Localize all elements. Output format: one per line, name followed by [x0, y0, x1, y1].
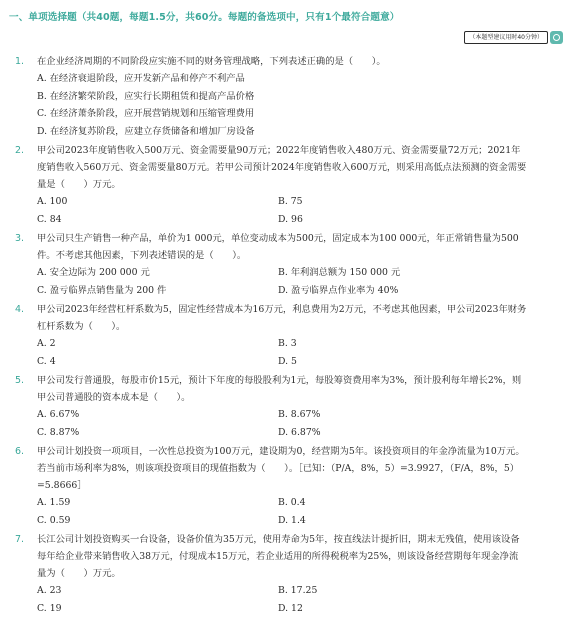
question-number: 1. [15, 56, 25, 67]
option-c[interactable]: C. 在经济萧条阶段，应开展营销规划和压缩管理费用 [37, 108, 255, 119]
option-c[interactable]: C. 84 [37, 213, 62, 225]
question-number: 7. [15, 534, 25, 545]
question-number: 5. [15, 375, 25, 386]
option-b[interactable]: B. 年利润总额为 150 000 元 [278, 267, 401, 278]
question-number: 6. [15, 446, 25, 457]
options-grid [37, 335, 527, 370]
section-title: 一、单项选择题（共40题，每题1.5分，共60分。每题的备选项中，只有1个最符合题意） [9, 12, 400, 23]
question-number: 2. [15, 145, 25, 156]
option-d[interactable]: D. 12 [278, 602, 303, 614]
option-b[interactable]: B. 17.25 [278, 585, 318, 596]
options-grid [37, 264, 527, 299]
option-a[interactable]: A. 6.67% [37, 409, 80, 420]
question-4 [0, 301, 567, 370]
option-a[interactable]: A. 安全边际为 200 000 元 [37, 267, 150, 278]
options-grid [37, 582, 527, 617]
option-b[interactable]: B. 8.67% [278, 409, 321, 420]
option-d[interactable]: D. 在经济复苏阶段，应建立存货储备和增加厂房设备 [37, 125, 255, 137]
question-2 [0, 142, 567, 228]
question-list [0, 53, 567, 619]
question-5 [0, 372, 567, 441]
option-a[interactable]: A. 100 [37, 196, 68, 207]
option-a[interactable]: A. 在经济衰退阶段，应开发新产品和停产不利产品 [37, 73, 245, 84]
clock-icon [550, 31, 563, 44]
question-stem: 甲公司计划投资一项项目，一次性总投资为100万元，建设期为0，经营期为5年。该投资项目的年金净流量为10万元。若当前市场利率为8%，则该项投资项目的现值指数为（ ）。［已知：（P/A，8%，5）=3.9927，（F/A，8%，5）=5.8666］ [37, 446, 525, 491]
option-d[interactable]: D. 盈亏临界点作业率为 40% [278, 284, 399, 296]
option-c[interactable]: C. 8.87% [37, 426, 80, 438]
option-d[interactable]: D. 1.4 [278, 514, 306, 526]
options-grid [37, 193, 527, 228]
question-stem: 甲公司发行普通股，每股市价15元，预计下年度的每股股利为1元，每股筹资费用率为3%，预计股利每年增长2%，则甲公司普通股的资本成本是（ ）。 [37, 375, 522, 403]
question-stem: 在企业经济周期的不同阶段应实施不同的财务管理战略，下列表述正确的是（ ）。 [37, 56, 386, 67]
option-b[interactable]: B. 0.4 [278, 497, 306, 508]
option-d[interactable]: D. 5 [278, 355, 297, 367]
time-tag: （本题型建议用时40分钟） [464, 31, 548, 44]
question-7 [0, 531, 567, 617]
options-list [37, 70, 527, 140]
option-c[interactable]: C. 0.59 [37, 514, 71, 526]
question-3 [0, 230, 567, 299]
question-stem: 甲公司2023年度销售收入500万元、资金需要量90万元；2022年度销售收入480万元、资金需要量72万元；2021年度销售收入560万元、资金需要量80万元。若甲公司预计2024年度销售收入600万元，则采用高低点法预测的资金需要量是（ ）万元。 [37, 145, 527, 190]
options-grid [37, 406, 527, 441]
question-stem: 甲公司2023年经营杠杆系数为5，固定性经营成本为16万元，利息费用为2万元，不考虑其他因素，甲公司2023年财务杠杆系数为（ ）。 [37, 304, 527, 332]
question-number: 4. [15, 304, 25, 315]
option-b[interactable]: B. 在经济繁荣阶段，应实行长期租赁和提高产品价格 [37, 90, 255, 102]
option-d[interactable]: D. 6.87% [278, 426, 321, 438]
option-c[interactable]: C. 盈亏临界点销售量为 200 件 [37, 284, 167, 296]
question-stem: 甲公司只生产销售一种产品，单价为1 000元，单位变动成本为500元，固定成本为100 000元，年正常销售量为500件。不考虑其他因素，下列表述错误的是（ ）。 [37, 233, 519, 261]
option-c[interactable]: C. 19 [37, 602, 62, 614]
question-6 [0, 443, 567, 529]
option-a[interactable]: A. 1.59 [37, 497, 71, 508]
option-b[interactable]: B. 75 [278, 196, 303, 207]
question-1 [0, 53, 567, 140]
option-a[interactable]: A. 23 [37, 585, 62, 596]
option-d[interactable]: D. 96 [278, 213, 303, 225]
option-b[interactable]: B. 3 [278, 338, 297, 349]
question-number: 3. [15, 233, 25, 244]
question-stem: 长江公司计划投资购买一台设备，设备价值为35万元，使用寿命为5年，按直线法计提折旧，期末无残值，使用该设备每年给企业带来销售收入38万元，付现成本15万元，若企业适用的所得税税率为25%，则该设备经营期每年现金净流量为（ ）万元。 [37, 534, 520, 579]
options-grid [37, 494, 527, 529]
option-a[interactable]: A. 2 [37, 338, 56, 349]
option-c[interactable]: C. 4 [37, 355, 56, 367]
